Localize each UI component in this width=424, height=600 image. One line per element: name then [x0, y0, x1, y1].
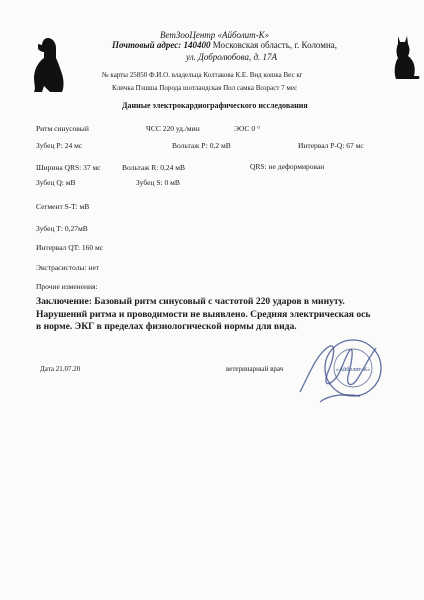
address-zip: 140400: [183, 40, 211, 50]
pq-interval: Интервал Р-Q: 67 мс: [298, 141, 364, 150]
address-street: ул. Добролюбова, д. 17А: [186, 52, 278, 62]
cat-logo-icon: [388, 34, 422, 80]
rhythm: Ритм синусовый: [36, 124, 89, 133]
qrs-form: QRS: не деформирован: [250, 162, 325, 171]
eos: ЭОС 0 °: [234, 124, 261, 133]
stamp-text: «Айболит-К»: [335, 367, 371, 373]
dog-logo-icon: [28, 36, 70, 94]
clinic-name: ВетЗооЦентр «Айболит-К»: [160, 30, 270, 40]
date: Дата 21.07.20: [40, 365, 81, 373]
extrasystoles: Экстрасистолы: нет: [36, 263, 100, 272]
vet-label: ветеринарный врач: [226, 365, 284, 373]
patient-line-2: Кличка Пэшша Порода шотландская Пол самка Возраст 7 мес: [112, 84, 298, 92]
s-wave: Зубец S: 0 мВ: [136, 178, 180, 187]
qt-interval: Интервал QT: 160 мс: [36, 243, 104, 252]
address-line: [112, 40, 337, 50]
address-label: Почтовый адрес:: [112, 40, 182, 50]
q-wave: Зубец Q: мВ: [36, 178, 76, 187]
r-voltage: Вольтаж R: 0,24 мВ: [122, 163, 185, 172]
document-title: Данные электрокардиографического исследования: [122, 101, 308, 110]
st-segment: Сегмент S-T: мВ: [36, 202, 90, 211]
p-wave: Зубец Р: 24 мс: [36, 141, 83, 150]
conclusion: Заключение: Базовый ритм синусовый с частотой 220 ударов в минуту. Нарушений ритма и проводимости не выявлено. Средняя электрическая ось в норме. ЭКГ в пределах физиологической нормы для вида.: [36, 296, 371, 333]
address-rest: Московская область, г. Коломна,: [212, 40, 338, 50]
p-voltage: Вольтаж Р: 0,2 мВ: [172, 141, 231, 150]
heart-rate: ЧСС 220 уд./мин: [146, 124, 200, 133]
signature-icon: [290, 332, 390, 410]
qrs-width: Ширина QRS: 37 мс: [36, 163, 101, 172]
other-changes: Прочие изменения:: [36, 282, 98, 291]
patient-line-1: № карты 25850 Ф.И.О. владельца Колтакова К.Е. Вид кошка Вес кг: [102, 71, 303, 79]
t-wave: Зубец Т: 0,27мВ: [36, 224, 88, 233]
